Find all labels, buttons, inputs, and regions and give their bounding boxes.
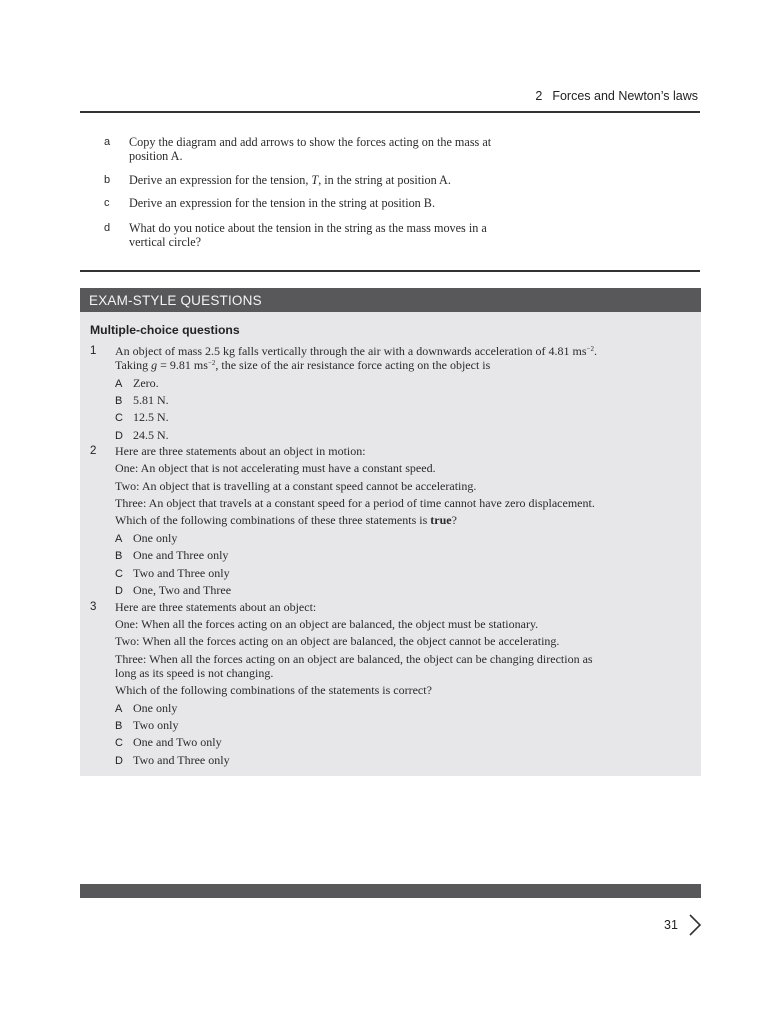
sub-question-d	[80, 221, 540, 249]
exam-section-title: EXAM-STYLE QUESTIONS	[80, 288, 701, 312]
sub-question-letter: d	[104, 222, 111, 234]
sub-question-text: Derive an expression for the tension, T, in the string at position A.	[129, 173, 451, 187]
running-head	[535, 89, 698, 103]
sub-question-letter: a	[104, 136, 111, 148]
option-c: C Two and Three only	[115, 566, 230, 580]
sub-question-c	[80, 196, 540, 210]
question-3-line: Two: When all the forces acting on an object are balanced, the object cannot be accelerating.	[115, 634, 560, 648]
page-number: 31	[664, 918, 678, 932]
option-d: D One, Two and Three	[115, 583, 232, 597]
chevron-right-icon[interactable]	[688, 913, 702, 937]
question-2-line: Two: An object that is travelling at a constant speed cannot be accelerating.	[115, 479, 477, 493]
option-b: B 5.81 N.	[115, 393, 169, 407]
question-number: 1	[90, 345, 97, 357]
option-b: B One and Three only	[115, 548, 229, 562]
question-1-line-1: An object of mass 2.5 kg falls vertically through the air with a downwards acceleration of 4.81 $ms^{-2}$.	[115, 344, 597, 358]
chapter-number: 2	[535, 89, 543, 103]
mcq-subheading: Multiple-choice questions	[90, 323, 240, 337]
sub-question-b	[80, 173, 540, 187]
chapter-title: Forces and Newton’s laws	[552, 89, 698, 103]
question-3-line: Three: When all the forces acting on an object are balanced, the object can be changing direction as	[115, 652, 593, 666]
sub-question-a	[80, 135, 540, 163]
sub-question-text: Copy the diagram and add arrows to show the forces acting on the mass at position A.	[129, 135, 492, 163]
option-c: C One and Two only	[115, 735, 222, 749]
sub-question-letter: b	[104, 174, 111, 186]
question-2-line: One: An object that is not accelerating must have a constant speed.	[115, 461, 436, 475]
sub-question-text: Derive an expression for the tension in the string at position B.	[129, 196, 435, 210]
question-number: 2	[90, 445, 97, 457]
section-rule	[80, 270, 700, 272]
exam-style-questions-box	[80, 288, 701, 776]
question-2-line: Here are three statements about an object in motion:	[115, 444, 366, 458]
option-a: A Zero.	[115, 376, 159, 390]
question-3-line: One: When all the forces acting on an object are balanced, the object must be stationary.	[115, 617, 539, 631]
option-c: C 12.5 N.	[115, 410, 169, 424]
question-1-line-2: Taking g = 9.81 $ms^{-2}$, the size of the air resistance force acting on the object is	[115, 358, 491, 372]
question-3-line: long as its speed is not changing.	[115, 666, 274, 680]
option-a: A One only	[115, 531, 178, 545]
option-b: B Two only	[115, 718, 179, 732]
option-a: A One only	[115, 701, 178, 715]
question-number: 3	[90, 601, 97, 613]
footer-bar	[80, 884, 701, 898]
question-3-prompt: Which of the following combinations of the statements is correct?	[115, 683, 432, 697]
question-2-prompt: Which of the following combinations of these three statements is true?	[115, 513, 457, 527]
question-3-line: Here are three statements about an object:	[115, 600, 317, 614]
question-2-line: Three: An object that travels at a constant speed for a period of time cannot have zero displacement.	[115, 496, 595, 510]
option-d: D 24.5 N.	[115, 428, 169, 442]
sub-question-text: What do you notice about the tension in the string as the mass moves in a vertical circle?	[129, 221, 487, 249]
sub-question-letter: c	[104, 197, 110, 209]
option-d: D Two and Three only	[115, 753, 230, 767]
header-rule	[80, 111, 700, 113]
